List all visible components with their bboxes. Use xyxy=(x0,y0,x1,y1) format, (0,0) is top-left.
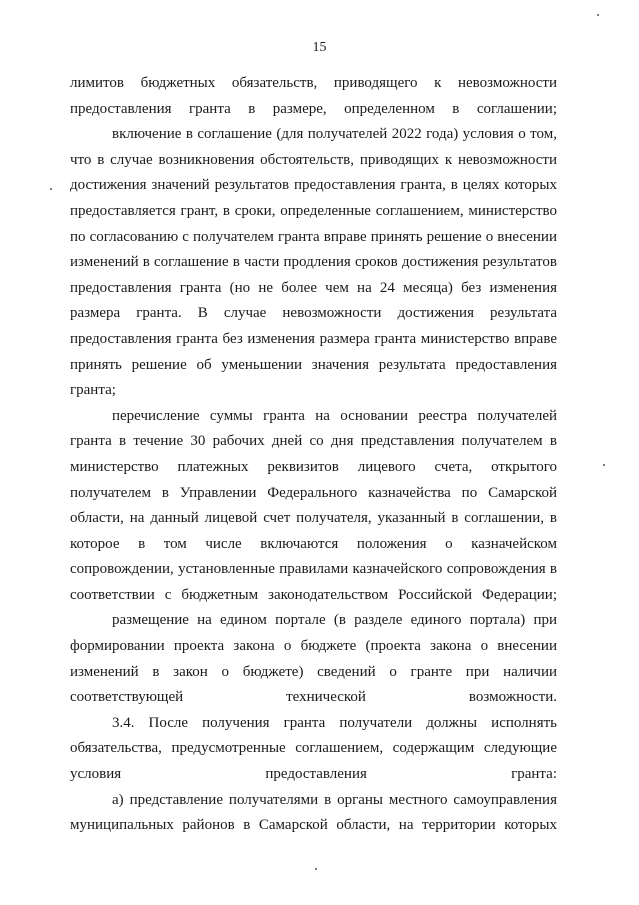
paragraph-portal-placement: размещение на едином портале (в разделе единого портала) при формировании проекта закона о бюджете (проекта закона о внесении изменений в закон о бюджете) сведений о гранте при наличии соответствующей технической возможности. xyxy=(70,612,557,706)
paragraph-item-a: а) представление получателями в органы местного самоуправления муниципальных районов в Самарской области, на территории которых xyxy=(70,791,557,834)
page-number: 15 xyxy=(312,40,327,55)
scan-speck xyxy=(50,188,52,190)
scan-speck xyxy=(603,464,605,466)
scan-speck xyxy=(597,14,599,16)
paragraph-continuation: лимитов бюджетных обязательств, приводящего к невозможности предоставления гранта в размере, определенном в соглашении; xyxy=(70,75,557,117)
paragraph-agreement-inclusion: включение в соглашение (для получателей 2022 года) условия о том, что в случае возникновения обстоятельств, приводящих к невозможности достижения значений результатов предоставления гранта, в целях которых предоставляется грант, в сроки, определенные соглашением, министерство по согласованию с получателем гранта вправе принять решение о внесении изменений в соглашение в части продления сроков достижения результатов предоставления гранта (но не более чем на 24 месяца) без изменения размера гранта. В случае невозможности достижения результата предоставления гранта без изменения размера гранта министерство вправе принять решение об уменьшении значения результата предоставления гранта; xyxy=(70,126,557,399)
scan-speck xyxy=(315,868,317,870)
document-body xyxy=(70,71,557,839)
paragraph-section-3-4: 3.4. После получения гранта получатели должны исполнять обязательства, предусмотренные соглашением, содержащим следующие условия предоставления гранта: xyxy=(70,714,557,783)
paragraph-grant-transfer: перечисление суммы гранта на основании реестра получателей гранта в течение 30 рабочих дней со дня представления получателем в министерство платежных реквизитов лицевого счета, открытого получателем в Управлении Федерального казначейства по Самарской области, на данный лицевой счет получателя, указанный в соглашении, в которое в том числе включаются положения о казначейском сопровождении, установленные правилами казначейского сопровождения в соответствии с бюджетным законодательством Российской Федерации; xyxy=(70,407,557,603)
